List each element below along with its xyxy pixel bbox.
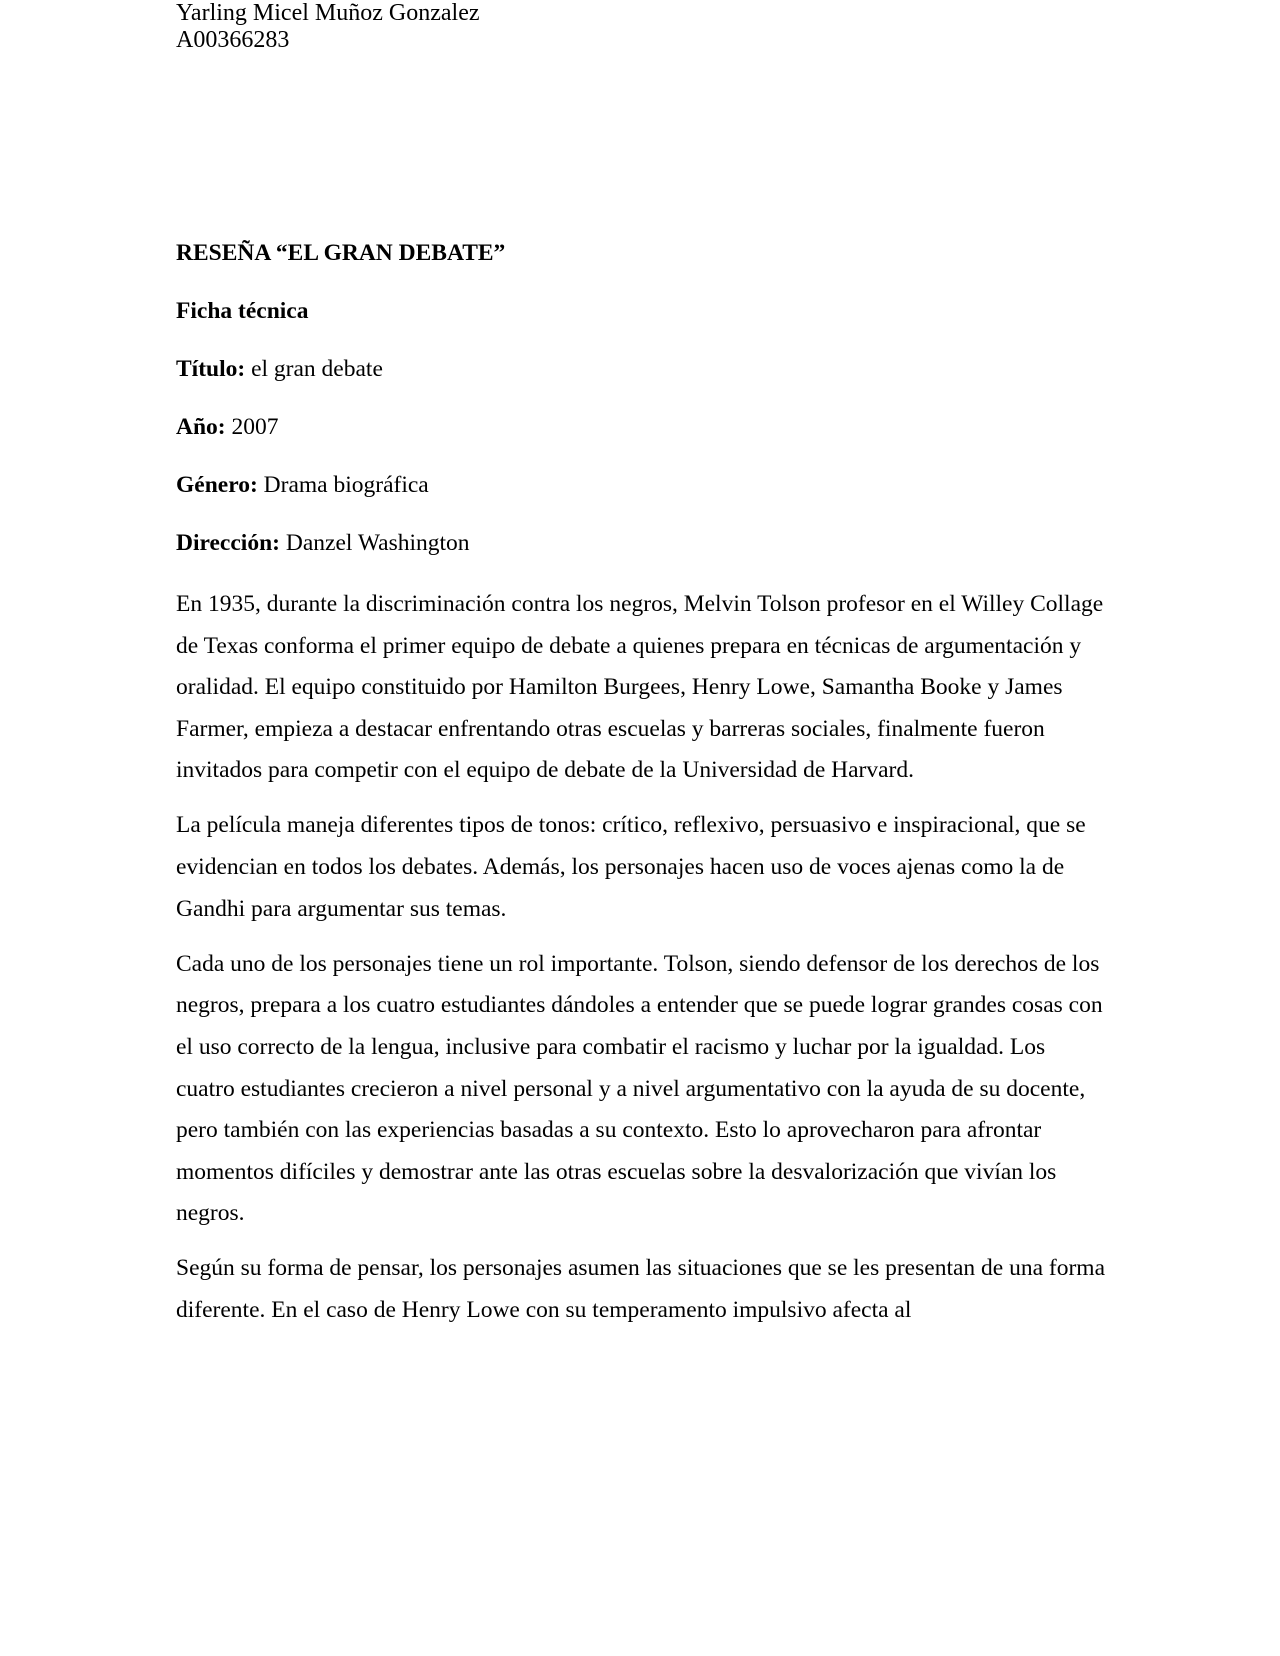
- student-id: A00366283: [176, 27, 290, 53]
- fact-direccion: [176, 526, 1106, 560]
- document-header: [176, 0, 480, 54]
- fact-anio: [176, 410, 1106, 444]
- fact-value: Danzel Washington: [279, 530, 470, 556]
- paragraph-synopsis: En 1935, durante la discriminación contra los negros, Melvin Tolson profesor en el Willey Collage de Texas conforma el primer equipo de debate a quienes prepara en técnicas de argumentación y oralidad. El equipo constituido por Hamilton Burgees, Henry Lowe, Samantha Booke y James Farmer, empieza a destacar enfrentando otras escuelas y barreras sociales, finalmente fueron invitados para competir con el equipo de debate de la Universidad de Harvard.: [176, 591, 1104, 784]
- document-title: RESEÑA “EL GRAN DEBATE”: [176, 240, 506, 266]
- paragraph-tones: La película maneja diferentes tipos de tonos: crítico, reflexivo, persuasivo e inspiracional, que se evidencian en todos los debates. Además, los personajes hacen uso de voces ajenas como la de Gandhi para argumentar sus temas.: [176, 812, 1086, 922]
- fact-label: Título:: [176, 356, 246, 382]
- paragraph-perspectives: Según su forma de pensar, los personajes asumen las situaciones que se les presentan de una forma diferente. En el caso de Henry Lowe con su temperamento impulsivo afecta al: [176, 1255, 1105, 1323]
- fact-label: Dirección:: [176, 530, 280, 556]
- fact-label: Género:: [176, 472, 258, 498]
- fact-value: Drama biográfica: [257, 472, 429, 498]
- document-body: [176, 236, 1106, 1345]
- fact-label: Año:: [176, 414, 226, 440]
- author-name: Yarling Micel Muñoz Gonzalez: [176, 0, 480, 26]
- fact-value: 2007: [225, 414, 279, 440]
- paragraph-characters: Cada uno de los personajes tiene un rol importante. Tolson, siendo defensor de los derechos de los negros, prepara a los cuatro estudiantes dándoles a entender que se puede lograr grandes cosas con el uso correcto de la lengua, inclusive para combatir el racismo y luchar por la igualdad. Los cuatro estudiantes crecieron a nivel personal y a nivel argumentativo con la ayuda de su docente, pero también con las experiencias basadas a su contexto. Esto lo aprovecharon para afrontar momentos difíciles y demostrar ante las otras escuelas sobre la desvalorización que vivían los negros.: [176, 950, 1103, 1227]
- fact-titulo: [176, 352, 1106, 386]
- fact-value: el gran debate: [245, 356, 383, 382]
- ficha-tecnica-heading: Ficha técnica: [176, 298, 309, 324]
- fact-genero: [176, 468, 1106, 502]
